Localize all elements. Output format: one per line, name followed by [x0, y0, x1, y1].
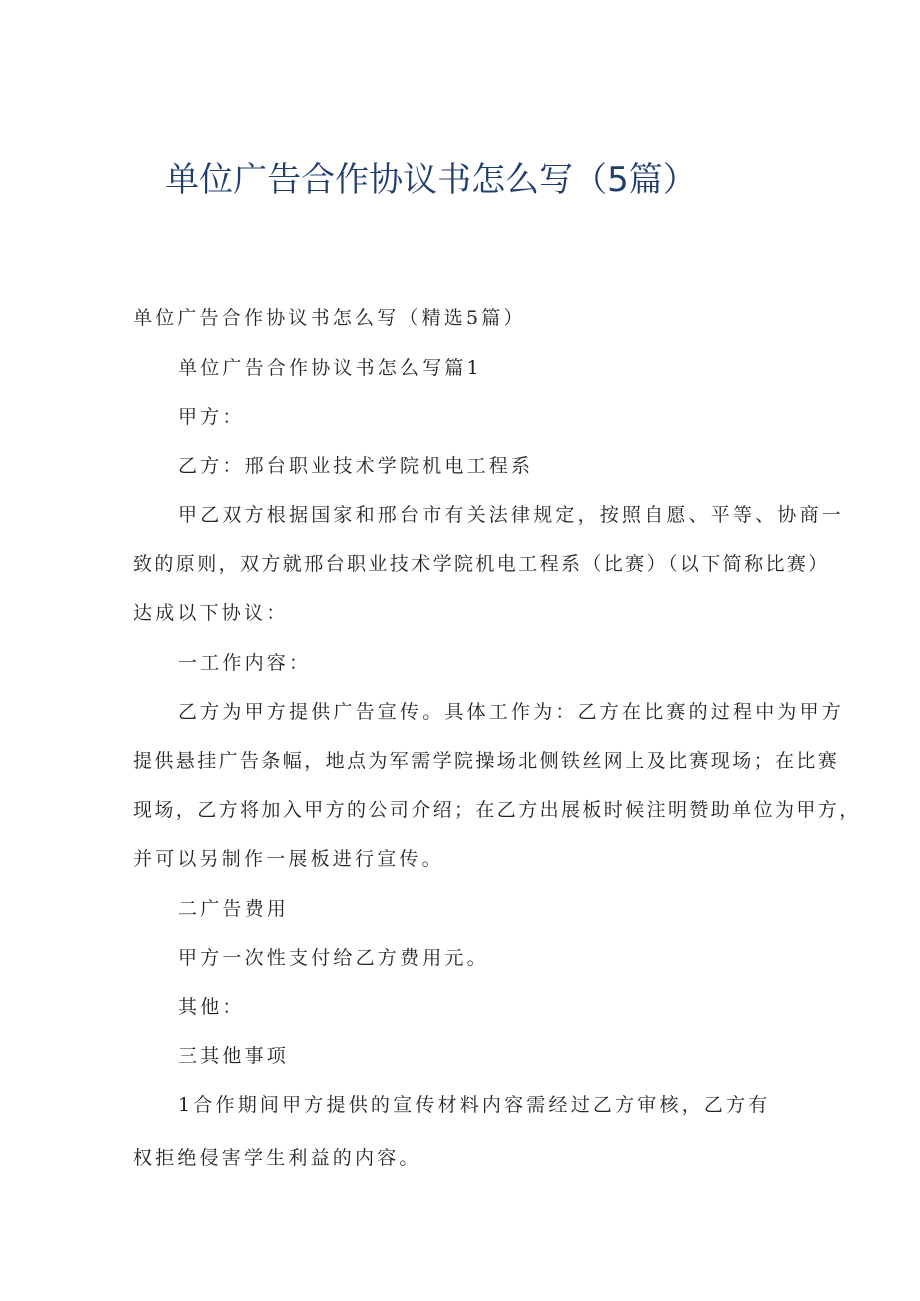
clause-heading-1: 一工作内容：	[178, 652, 312, 674]
clause-heading-2: 二广告费用	[178, 898, 290, 920]
party-a-line: 甲方：	[178, 406, 245, 428]
party-b-line: 乙方：邢台职业技术学院机电工程系	[178, 455, 534, 477]
paragraph-line: 并可以另制作一展板进行宣传。	[133, 848, 444, 870]
paragraph-line: 1合作期间甲方提供的宣传材料内容需经过乙方审核，乙方有	[178, 1094, 771, 1116]
paragraph-line: 甲乙双方根据国家和邢台市有关法律规定，按照自愿、平等、协商一	[178, 504, 845, 526]
paragraph-line: 甲方一次性支付给乙方费用元。	[178, 947, 489, 969]
paragraph-line: 致的原则，双方就邢台职业技术学院机电工程系（比赛）（以下简称比赛）	[133, 553, 830, 575]
paragraph-line: 乙方为甲方提供广告宣传。具体工作为：乙方在比赛的过程中为甲方	[178, 701, 845, 723]
section-heading-1: 单位广告合作协议书怎么写篇1	[178, 357, 482, 379]
subtitle-line: 单位广告合作协议书怎么写（精选5篇）	[133, 307, 526, 329]
paragraph-line: 权拒绝侵害学生利益的内容。	[133, 1147, 422, 1169]
paragraph-line: 提供悬挂广告条幅，地点为军需学院操场北侧铁丝网上及比赛现场；在比赛	[133, 750, 840, 772]
document-title: 单位广告合作协议书怎么写（5篇）	[165, 160, 697, 200]
clause-heading-3: 三其他事项	[178, 1045, 290, 1067]
paragraph-line: 现场，乙方将加入甲方的公司介绍；在乙方出展板时候注明赞助单位为甲方，	[133, 799, 861, 821]
paragraph-line: 其他：	[178, 996, 245, 1018]
paragraph-line: 达成以下协议：	[133, 602, 289, 624]
